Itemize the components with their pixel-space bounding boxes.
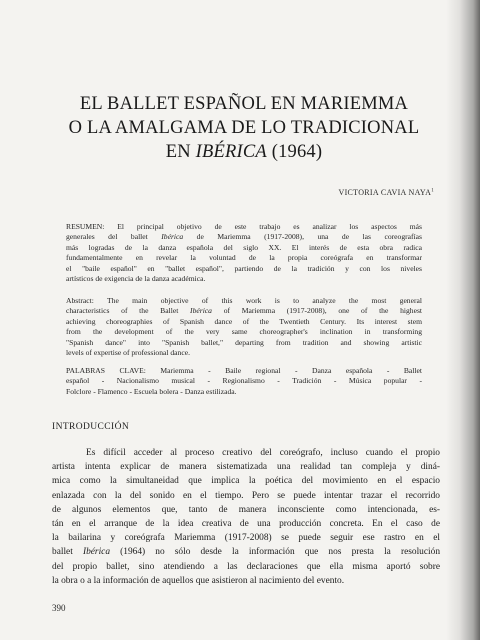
body-line: tán en el arranque de la idea creativa de una producción concreta. En el caso de xyxy=(52,519,440,530)
abstract-line: achieving choreographies of Spanish dance of the Twentieth Century. Its interest stem xyxy=(66,316,422,326)
keywords-paragraph xyxy=(66,366,422,397)
resumen-line: más logradas de la danza española del siglo XX. El interés de esta obra radica xyxy=(66,242,422,252)
body-line: ballet Ibérica (1964) no sólo desde la información que nos presta la resolución xyxy=(52,547,440,558)
abstract-line: "Spanish dance" into "Spanish ballet," departing from tradition and showing artistic xyxy=(66,337,422,347)
abstract-paragraph xyxy=(66,296,422,358)
abstract-line: characteristics of the Ballet Ibérica of Mariemma (1917-2008), one of the highest xyxy=(66,306,422,316)
body-line: Es difícil acceder al proceso creativo del coreógrafo, incluso cuando el propio xyxy=(86,448,440,458)
abstract-line: Abstract: The main objective of this work is to analyze the most general xyxy=(66,296,422,305)
page-number: 390 xyxy=(52,603,66,613)
resumen-line: generales del ballet Ibérica de Mariemma (1917-2008), una de las coreografías xyxy=(66,232,422,242)
article-title xyxy=(48,92,440,164)
body-line: la bailarina y coreógrafa Mariemma (1917-2008) se puede seguir ese rastro en el xyxy=(52,533,440,544)
body-line: enlazada con la del sonido en el tiempo. Pero se puede intentar trazar el recorrido xyxy=(52,490,440,501)
body-line: de algunos elementos que, tanto de manera inconsciente como intencionada, es- xyxy=(52,504,440,515)
title-work-name: IBÉRICA xyxy=(195,142,267,162)
title-line-3-suffix: (1964) xyxy=(266,142,323,162)
author-name-text: VICTORIA CAVIA NAYA xyxy=(338,188,432,197)
keywords-line: español - Nacionalismo musical - Regionalismo - Tradición - Música popular - xyxy=(66,376,422,386)
author-name xyxy=(339,188,435,197)
author-footnote-mark: 1 xyxy=(431,188,434,194)
body-line: la obra o a la información de aquellos que asistieron al nacimiento del evento. xyxy=(52,575,345,586)
resumen-line: RESUMEN: El principal objetivo de este trabajo es analizar los aspectos más xyxy=(66,222,422,231)
title-line-3-prefix: EN xyxy=(165,142,196,162)
resumen-line: fundamentalmente en revelar la voluntad de la propia coreógrafa en transformar xyxy=(66,253,422,263)
body-line: del propio ballet, sino atendiendo a las declaraciones que ella misma aportó sobre xyxy=(52,561,440,572)
body-line: mica como la simultaneidad que implica la poética del movimiento en el espacio xyxy=(52,476,440,487)
body-paragraph xyxy=(52,446,440,588)
section-heading: INTRODUCCIÓN xyxy=(52,422,130,432)
abstract-line: from the development of the very same choreographer's inclination in transforming xyxy=(66,327,422,337)
title-line-1: EL BALLET ESPAÑOL EN MARIEMMA xyxy=(79,94,409,114)
keywords-line: Folclore - Flamenco - Escuela bolera - Danza estilizada. xyxy=(66,386,237,396)
title-line-2: O LA AMALGAMA DE LO TRADICIONAL xyxy=(68,118,420,138)
body-line: artista intenta explicar de manera sistematizada una realidad tan compleja y diná- xyxy=(52,462,440,473)
scan-edge-shadow xyxy=(446,0,480,640)
resumen-line: el "baile español" en "ballet español", partiendo de la tradición y con los niveles xyxy=(66,263,422,273)
abstract-line: levels of expertise of professional dance. xyxy=(66,348,190,358)
keywords-line: PALABRAS CLAVE: Mariemma - Baile regional - Danza española - Ballet xyxy=(66,366,422,375)
title-line-3 xyxy=(48,140,440,164)
resumen-paragraph xyxy=(66,222,422,284)
resumen-line: artísticos de exigencia de la danza académica. xyxy=(66,274,206,284)
